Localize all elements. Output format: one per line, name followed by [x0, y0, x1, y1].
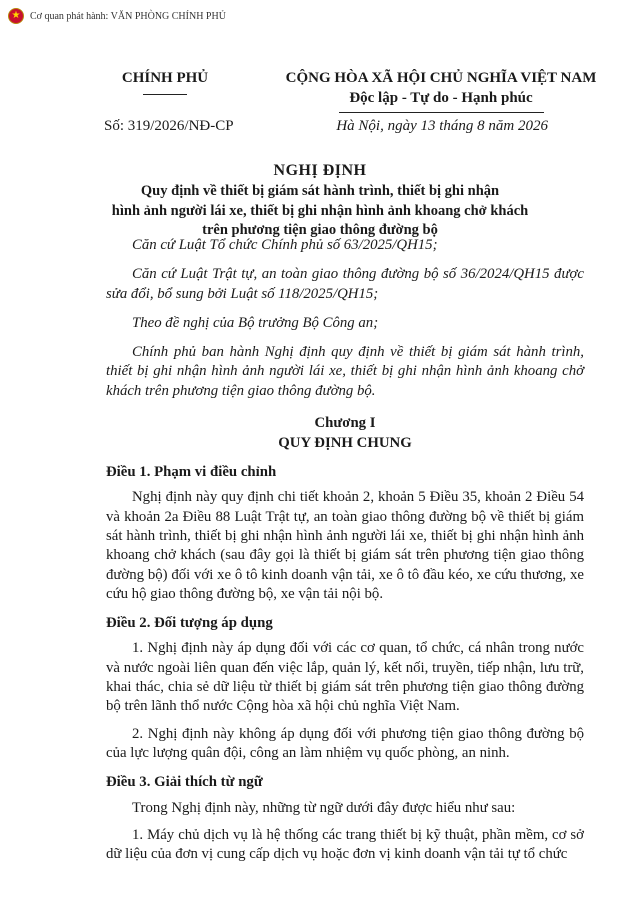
legal-basis: Căn cứ Luật Trật tự, an toàn giao thông đường bộ số 36/2024/QH15 được sửa đổi, bổ sung bởi Luật số 118/2025/QH15;	[106, 266, 584, 302]
title-line: trên phương tiện giao thông đường bộ	[202, 222, 438, 238]
document-header	[70, 68, 606, 113]
publisher-bar	[8, 8, 226, 24]
number-date-row	[104, 118, 548, 135]
chapter-number: Chương I	[314, 415, 376, 432]
article-paragraph: Nghị định này quy định chi tiết khoản 2, khoản 5 Điều 35, khoản 2 Điều 54 và khoản 2a Điều 88 Luật Trật tự, an toàn giao thông đường bộ về thiết bị giám sát hành trình, thiết bị ghi nhận hình ảnh người lái xe, thiết bị ghi nhận hình ảnh khoang chở khách (sau đây gọi là thiết bị giám sát trên phương tiện giao thông đường bộ) đối với xe ô tô kinh doanh vận tải, xe ô tô đầu kéo, xe cứu thương, xe cứu hộ giao thông đường bộ, xe vận tải nội bộ.	[106, 489, 584, 602]
national-title-block	[276, 68, 606, 113]
legal-basis: Theo đề nghị của Bộ trưởng Bộ Công an;	[132, 314, 379, 331]
article-heading: Điều 1. Phạm vi điều chỉnh	[106, 464, 277, 481]
motto-divider	[339, 112, 544, 113]
place-date: Hà Nội, ngày 13 tháng 8 năm 2026	[336, 118, 548, 134]
article-paragraph: Trong Nghị định này, những từ ngữ dưới đây được hiểu như sau:	[132, 799, 516, 816]
title-line: hình ảnh người lái xe, thiết bị ghi nhận hình ảnh khoang chở khách	[111, 202, 529, 219]
country-name: CỘNG HÒA XÃ HỘI CHỦ NGHĨA VIỆT NAM	[285, 70, 597, 86]
title-line: Quy định về thiết bị giám sát hành trình, thiết bị ghi nhận	[140, 183, 500, 199]
chapter-name: QUY ĐỊNH CHUNG	[278, 435, 412, 452]
article-heading: Điều 2. Đối tượng áp dụng	[106, 615, 273, 632]
issuer-block	[70, 68, 260, 113]
document-body	[106, 236, 584, 872]
article-paragraph: 1. Nghị định này áp dụng đối với các cơ quan, tổ chức, cá nhân trong nước và nước ngoài liên quan đến việc lắp, quản lý, kết nối, truyền, tiếp nhận, lưu trữ, khai thác, chia sẻ dữ liệu từ thiết bị giám sát trên phương tiện giao thông đường bộ trên lãnh thổ nước Cộng hòa xã hội chủ nghĩa Việt Nam.	[106, 640, 584, 715]
publisher-label: Cơ quan phát hành: VĂN PHÒNG CHÍNH PHỦ	[30, 10, 226, 22]
article-paragraph: 2. Nghị định này không áp dụng đối với phương tiện giao thông đường bộ của lực lượng quân đội, công an làm nhiệm vụ quốc phòng, an ninh.	[106, 725, 584, 761]
issuer-divider	[143, 94, 187, 95]
issuer-name: CHÍNH PHỦ	[121, 70, 209, 86]
legal-basis: Căn cứ Luật Tổ chức Chính phủ số 63/2025/QH15;	[132, 237, 438, 253]
motto: Độc lập - Tự do - Hạnh phúc	[349, 90, 533, 106]
article-paragraph: 1. Máy chủ dịch vụ là hệ thống các trang thiết bị kỹ thuật, phần mềm, cơ sở dữ liệu của đơn vị cung cấp dịch vụ hoặc đơn vị kinh doanh vận tải tự tổ chức	[106, 826, 584, 863]
document-type: NGHỊ ĐỊNH	[273, 162, 367, 179]
promulgation-statement: Chính phủ ban hành Nghị định quy định về thiết bị giám sát hành trình, thiết bị ghi nhận hình ảnh người lái xe, thiết bị ghi nhận hình ảnh khoang chở khách trên phương tiện giao thông đường bộ.	[106, 344, 584, 399]
document-title	[60, 160, 580, 241]
article-heading: Điều 3. Giải thích từ ngữ	[106, 774, 263, 791]
national-emblem-icon	[8, 8, 24, 24]
document-number: Số: 319/2026/NĐ-CP	[104, 118, 234, 134]
